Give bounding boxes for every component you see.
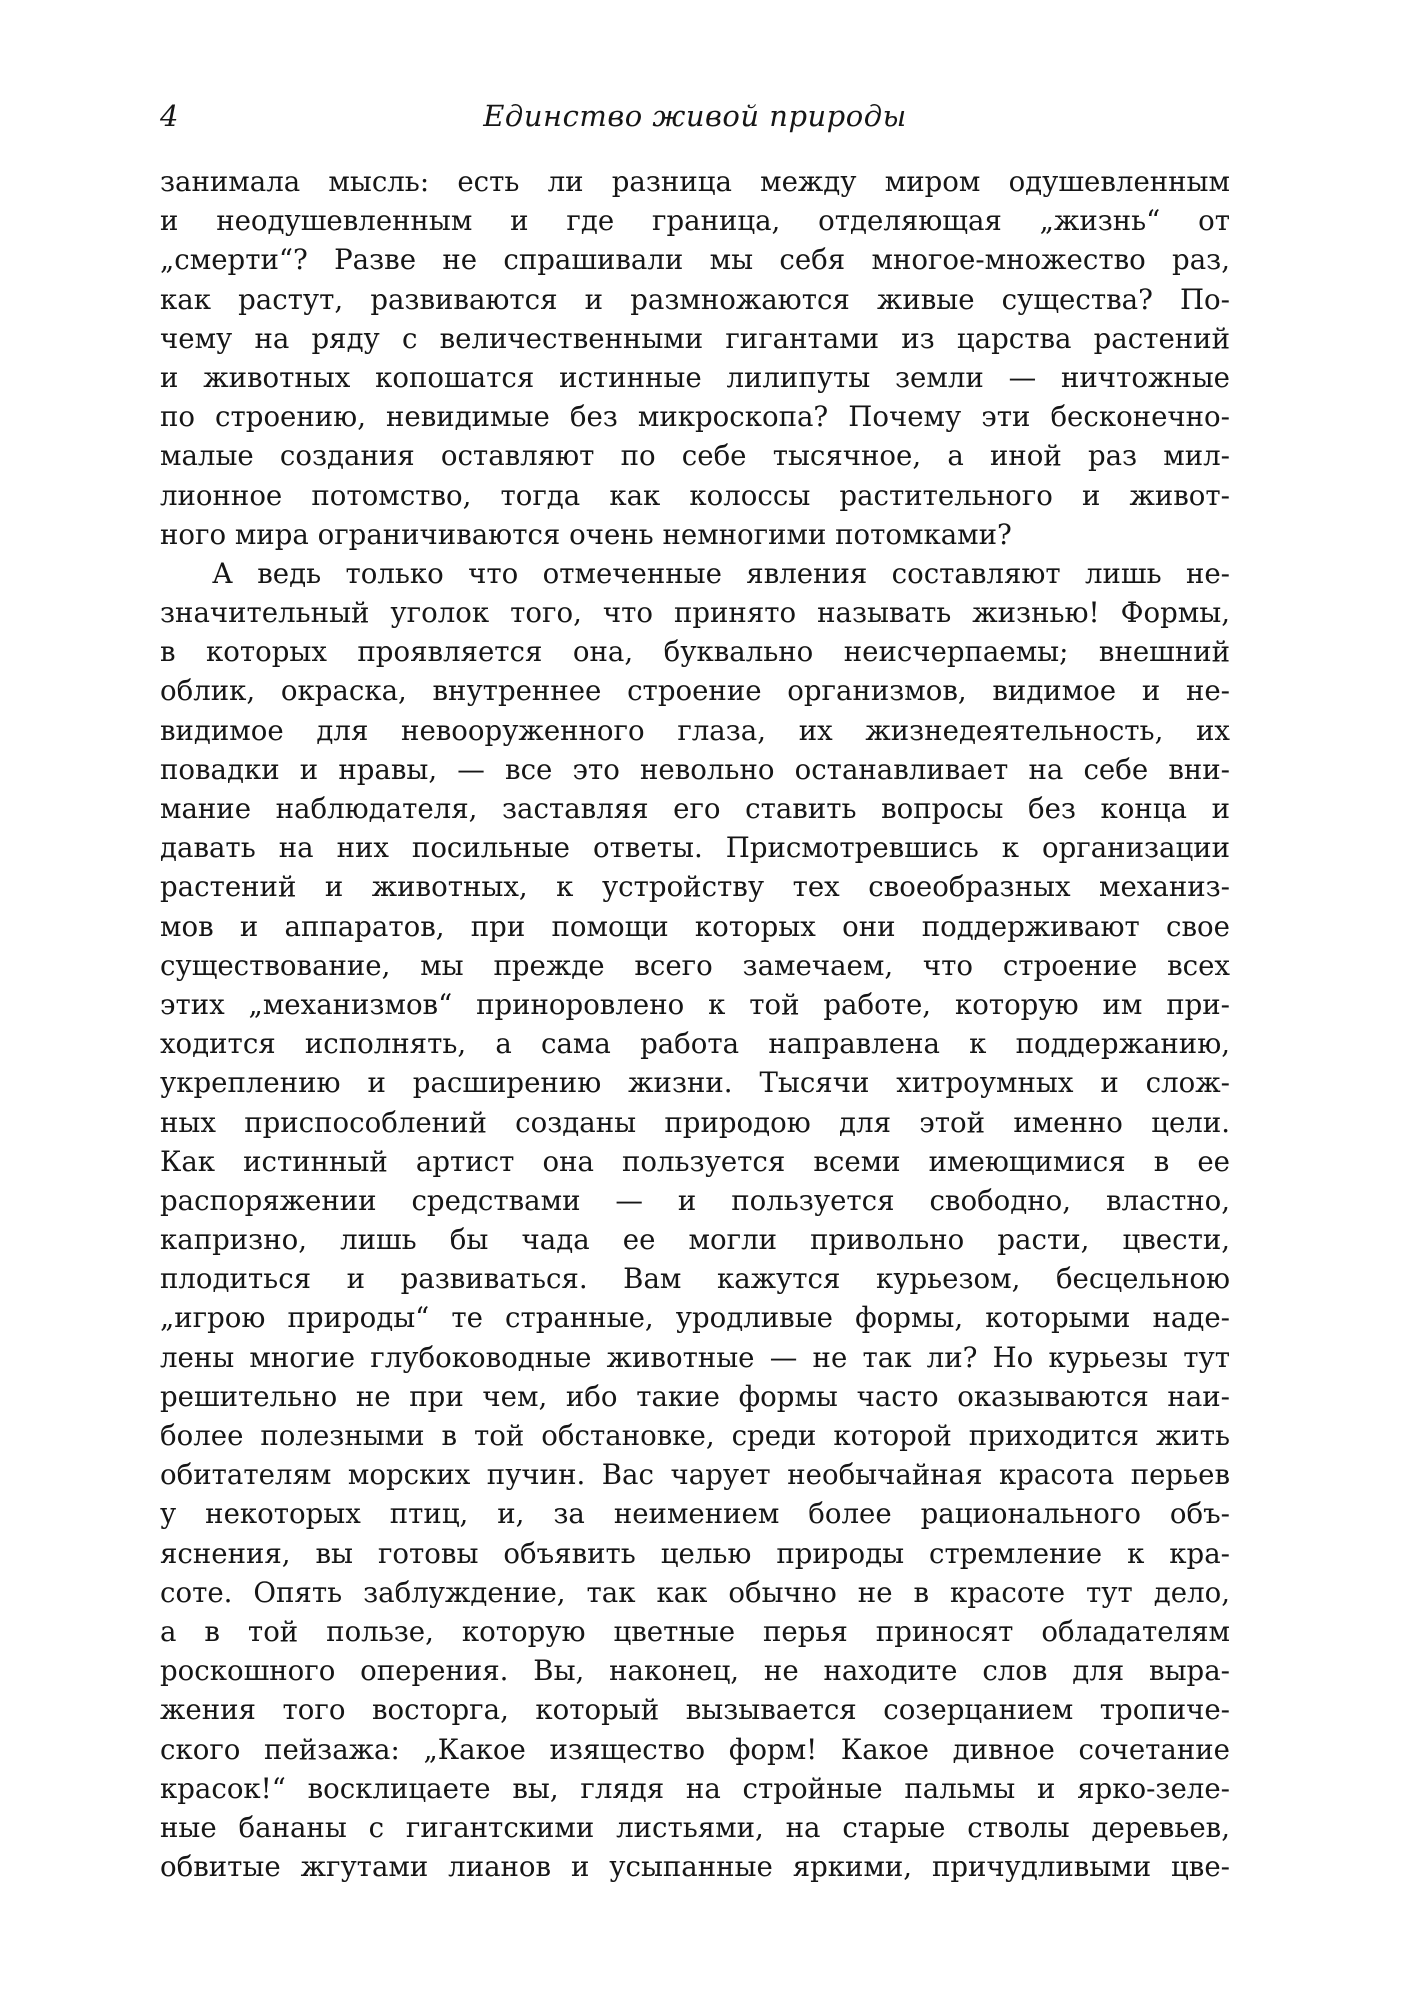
text-line: мание наблюдателя, заставляя его ставить вопросы без конца и [160,792,1230,825]
text-line: лены многие глубоководные животные — не так ли? Но курьезы тут [160,1340,1230,1374]
text-line: малые создания оставляют по себе тысячное, а иной раз мил- [160,439,1230,473]
text-line: повадки и нравы, — все это невольно останавливает на себе вни- [160,752,1230,786]
text-line: „игрою природы“ те странные, уродливые формы, которыми наде- [160,1301,1230,1335]
text-line: лионное потомство, тогда как колоссы растительного и живот- [160,478,1230,512]
text-line-paragraph-start: А ведь только что отмеченные явления составляют лишь не- [212,556,1230,590]
text-line: ского пейзажа: „Какое изящество форм! Какое дивное сочетание [160,1732,1230,1766]
text-line: растений и животных, к устройству тех своеобразных механиз- [160,870,1230,904]
text-line: ные бананы с гигантскими листьями, на старые стволы деревьев, [160,1810,1230,1844]
text-line: Как истинный артист она пользуется всеми имеющимися в ее [160,1144,1230,1178]
text-line: чему на ряду с величественными гигантами из царства растений [160,321,1230,355]
text-line: более полезными в той обстановке, среди которой приходится жить [160,1419,1230,1452]
text-line: облик, окраска, внутреннее строение организмов, видимое и не- [160,674,1230,708]
text-line: значительный уголок того, что принято называть жизнью! Формы, [160,596,1230,630]
text-line: соте. Опять заблуждение, так как обычно не в красоте тут дело, [160,1575,1230,1609]
text-line: роскошного оперения. Вы, наконец, не находите слов для выра- [160,1654,1230,1688]
text-line: жения того восторга, который вызывается созерцанием тропиче- [160,1693,1230,1727]
text-line: и животных копошатся истинные лилипуты земли — ничтожные [160,360,1230,394]
text-line: обитателям морских пучин. Вас чарует необычайная красота перьев [160,1458,1230,1492]
text-line: яснения, вы готовы объявить целью природы стремление к кра- [160,1536,1230,1570]
text-line: как растут, развиваются и размножаются живые существа? По- [160,282,1230,316]
text-line: красок!“ восклицаете вы, глядя на стройные пальмы и ярко-зеле- [160,1771,1230,1805]
body-text [160,162,1230,1886]
text-line: видимое для невооруженного глаза, их жизнедеятельность, их [160,713,1230,747]
text-line: ных приспособлений созданы природою для этой именно цели. [160,1105,1230,1139]
text-line: существование, мы прежде всего замечаем, что строение всех [160,948,1230,982]
text-line: распоряжении средствами — и пользуется свободно, властно, [160,1183,1230,1217]
page-number: 4 [160,99,179,133]
text-line: этих „механизмов“ приноровлено к той работе, которую им при- [160,987,1230,1021]
text-line: занимала мысль: есть ли разница между миром одушевленным [160,165,1230,198]
text-line: капризно, лишь бы чада ее могли привольно расти, цвести, [160,1223,1230,1257]
text-line: у некоторых птиц, и, за неимением более рационального объ- [160,1497,1230,1531]
text-line: давать на них посильные ответы. Присмотревшись к организации [160,831,1230,865]
text-line: мов и аппаратов, при помощи которых они поддерживают свое [160,909,1230,943]
text-line: а в той пользе, которую цветные перья приносят обладателям [160,1614,1230,1648]
text-line: „смерти“? Разве не спрашивали мы себя многое-множество раз, [160,243,1230,277]
text-line: плодиться и развиваться. Вам кажутся курьезом, бесцельною [160,1262,1230,1296]
text-line: по строению, невидимые без микроскопа? Почему эти бесконечно- [160,400,1230,434]
text-line: обвитые жгутами лианов и усыпанные яркими, причудливыми цве- [160,1850,1230,1884]
running-title: Единство живой природы [483,99,907,133]
text-line: укреплению и расширению жизни. Тысячи хитроумных и слож- [160,1066,1230,1100]
text-line: ного мира ограничиваются очень немногими потомками? [160,517,1012,551]
page-header [160,96,1230,140]
text-line: решительно не при чем, ибо такие формы часто оказываются наи- [160,1379,1230,1413]
text-line: в которых проявляется она, буквально неисчерпаемы; внешний [160,635,1230,669]
text-line: и неодушевленным и где граница, отделяющая „жизнь“ от [160,204,1230,238]
text-line: ходится исполнять, а сама работа направлена к поддержанию, [160,1027,1230,1061]
